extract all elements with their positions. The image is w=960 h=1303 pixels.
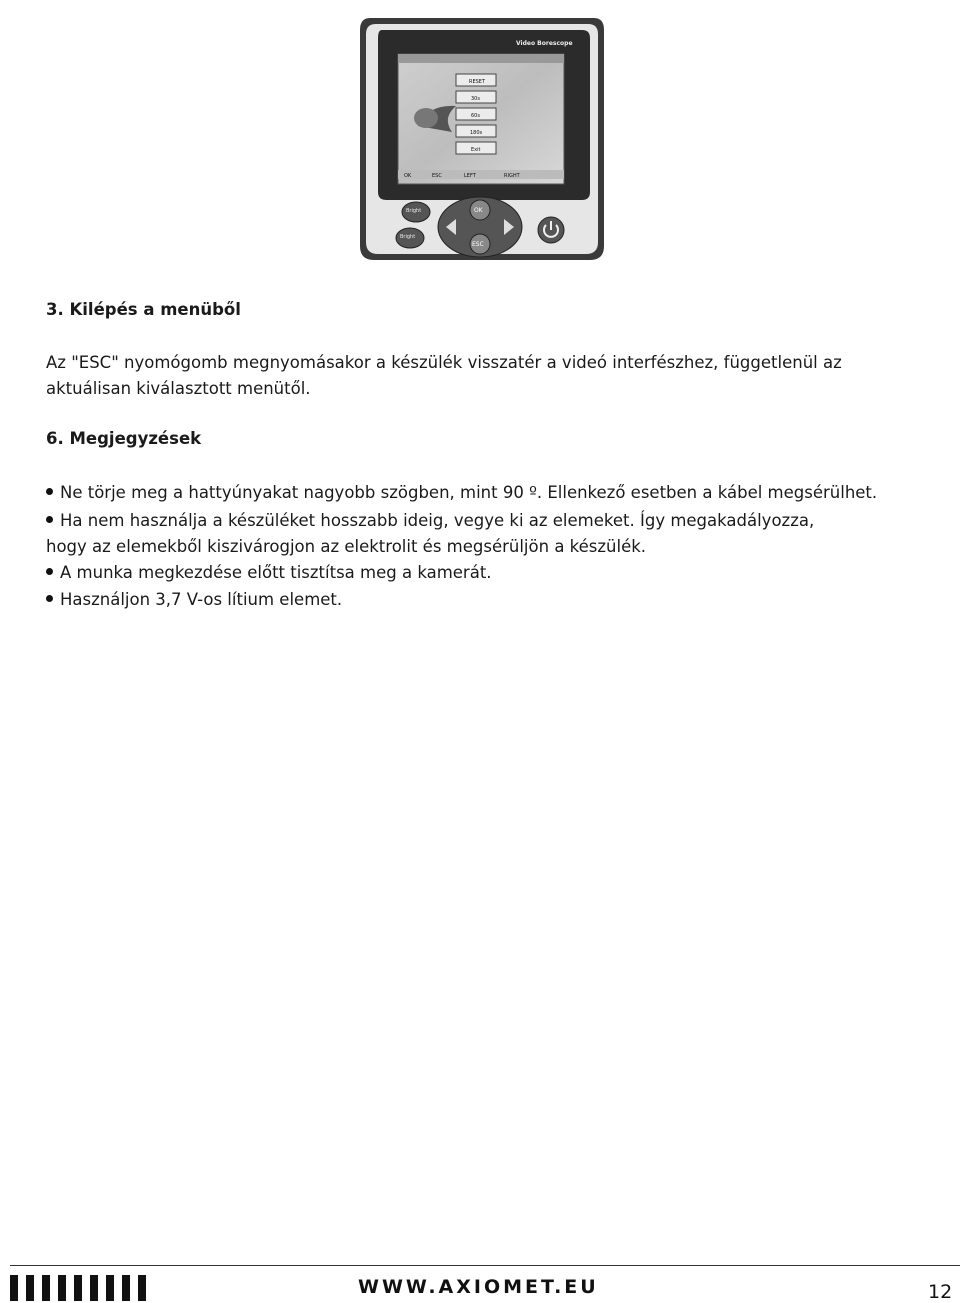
svg-text:Bright: Bright (400, 234, 416, 240)
bullet-icon (46, 568, 53, 575)
svg-text:180s: 180s (470, 130, 483, 136)
svg-text:Bright: Bright (406, 208, 422, 214)
svg-text:RIGHT: RIGHT (504, 173, 520, 179)
svg-text:LEFT: LEFT (464, 173, 476, 179)
svg-text:OK: OK (404, 173, 412, 179)
note-bullet: Ha nem használja a készüléket hosszabb ideig, vegye ki az elemeket. Így megakadályozza, (46, 508, 814, 534)
bullet-icon (46, 595, 53, 602)
device-brand: Video Borescope (516, 40, 573, 47)
section-3-paragraph-line: Az "ESC" nyomógomb megnyomásakor a készülék visszatér a videó interfészhez, függetlenül az (46, 353, 842, 372)
svg-text:Exit: Exit (471, 147, 481, 153)
section-3-paragraph-line: aktuálisan kiválasztott menütől. (46, 379, 311, 398)
svg-text:RESET: RESET (469, 79, 486, 85)
bullet-icon (46, 488, 53, 495)
svg-text:ESC: ESC (472, 241, 484, 248)
svg-text:30s: 30s (471, 96, 480, 102)
svg-text:60s: 60s (471, 113, 480, 119)
footer-website: WWW.AXIOMET.EU (358, 1276, 599, 1298)
page-number: 12 (928, 1281, 953, 1303)
note-bullet: A munka megkezdése előtt tisztítsa meg a kamerát. (46, 560, 492, 586)
svg-text:ESC: ESC (432, 173, 442, 179)
footer-divider (10, 1265, 960, 1266)
svg-text:OK: OK (474, 207, 483, 214)
status-bar (398, 170, 564, 179)
footer-bars-decoration (10, 1275, 146, 1301)
section-6-heading: 6. Megjegyzések (46, 429, 202, 448)
note-bullet: Ne törje meg a hattyúnyakat nagyobb szögben, mint 90 º. Ellenkező esetben a kábel megsérülhet. (46, 480, 877, 506)
section-3-heading: 3. Kilépés a menüből (46, 300, 241, 319)
note-bullet: Használjon 3,7 V-os lítium elemet. (46, 587, 342, 613)
bullet-icon (46, 516, 53, 523)
borescope-device-image (358, 14, 606, 262)
note-continuation: hogy az elemekből kiszivárogjon az elektrolit és megsérüljön a készülék. (46, 537, 647, 556)
